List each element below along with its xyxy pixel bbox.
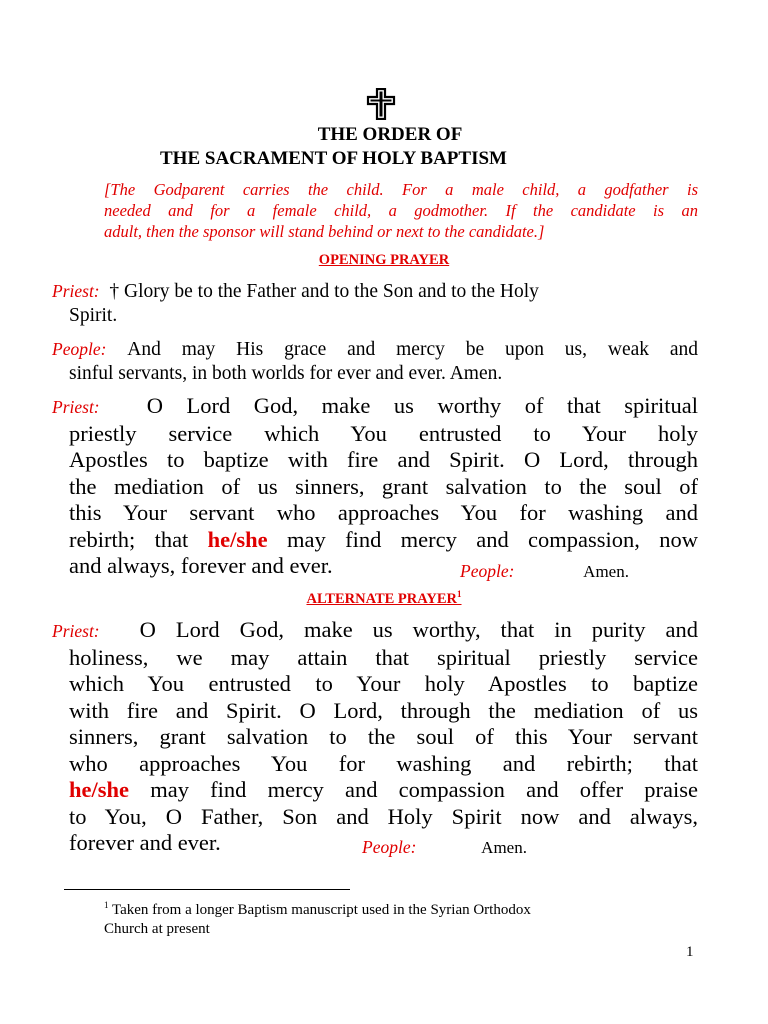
- he-she-emphasis: he/she: [207, 526, 268, 552]
- footnote-text: Taken from a longer Baptism manuscript used in the Syrian Orthodox: [111, 902, 531, 918]
- paragraph-text: O Lord God, make us worthy of that spiritual: [146, 393, 698, 418]
- paragraph-text: And may His grace and mercy be upon us, weak and: [127, 339, 699, 360]
- alternate-prayer-heading: [0, 590, 768, 608]
- paragraph-text: who approaches You for washing and rebirth; that: [69, 750, 698, 776]
- rubric-instructions: [104, 179, 698, 242]
- people-response-paragraph: [52, 337, 698, 386]
- speaker-label: Priest:: [52, 397, 100, 417]
- paragraph-text: forever and ever.: [69, 830, 221, 855]
- paragraph-text: may find mercy and compassion and offer praise: [150, 777, 698, 802]
- footnote-reference: 1: [457, 589, 462, 599]
- footnote-mark: 1: [104, 900, 109, 910]
- page-number: 1: [686, 944, 694, 960]
- amen-text: Amen.: [481, 838, 527, 857]
- he-she-emphasis: he/she: [69, 777, 130, 802]
- paragraph-text: rebirth; that: [69, 526, 189, 552]
- paragraph-text: Spirit.: [69, 305, 118, 326]
- paragraph-text: with fire and Spirit. O Lord, through the mediation of us: [69, 697, 698, 723]
- people-amen-response: [460, 559, 629, 584]
- opening-prayer-paragraph: [52, 393, 698, 580]
- paragraph-text: priestly service which You entrusted to Your holy: [69, 420, 698, 446]
- paragraph-text: sinners, grant salvation to the soul of this Your servant: [69, 724, 698, 749]
- paragraph-text: sinful servants, in both worlds for ever and ever. Amen.: [69, 363, 503, 384]
- paragraph-text: Apostles to baptize with fire and Spirit. O Lord, through: [69, 447, 698, 472]
- rubric-line: needed and for a female child, a godmother. If the candidate is an: [104, 201, 698, 220]
- speaker-label: People:: [460, 561, 515, 581]
- paragraph-text: which You entrusted to Your holy Apostles to baptize: [69, 671, 698, 696]
- people-amen-response: [362, 835, 527, 860]
- rubric-line: adult, then the sponsor will stand behind or next to the candidate.]: [104, 222, 545, 241]
- footnote-text: Church at present: [104, 921, 210, 937]
- speaker-label: Priest:: [52, 281, 100, 301]
- footnote: [104, 901, 664, 939]
- opening-prayer-heading: OPENING PRAYER: [318, 252, 450, 268]
- alternate-prayer-paragraph: [52, 617, 698, 857]
- rubric-line: [The Godparent carries the child. For a male child, a godfather is: [104, 180, 698, 199]
- paragraph-text: this Your servant who approaches You for washing and: [69, 500, 698, 525]
- paragraph-text: † Glory be to the Father and to the Son and to the Holy: [109, 281, 539, 302]
- cross-icon: [366, 88, 396, 120]
- paragraph-text: holiness, we may attain that spiritual priestly service: [69, 644, 698, 670]
- paragraph-text: to You, O Father, Son and Holy Spirit now and always,: [69, 803, 698, 829]
- paragraph-text: and always, forever and ever.: [69, 553, 333, 578]
- speaker-label: People:: [362, 837, 417, 857]
- footnote-divider: [64, 889, 350, 890]
- paragraph-text: may find mercy and compassion, now: [287, 526, 699, 552]
- amen-text: Amen.: [583, 562, 629, 581]
- priest-glory-paragraph: [52, 279, 698, 328]
- paragraph-text: the mediation of us sinners, grant salvation to the soul of: [69, 473, 698, 499]
- title-line-1: THE ORDER OF: [317, 124, 463, 145]
- paragraph-text: O Lord God, make us worthy, that in purity and: [139, 617, 699, 642]
- title-line-2: THE SACRAMENT OF HOLY BAPTISM: [160, 148, 507, 169]
- speaker-label: People:: [52, 339, 107, 359]
- heading-text: ALTERNATE PRAYER: [306, 591, 458, 607]
- speaker-label: Priest:: [52, 621, 100, 641]
